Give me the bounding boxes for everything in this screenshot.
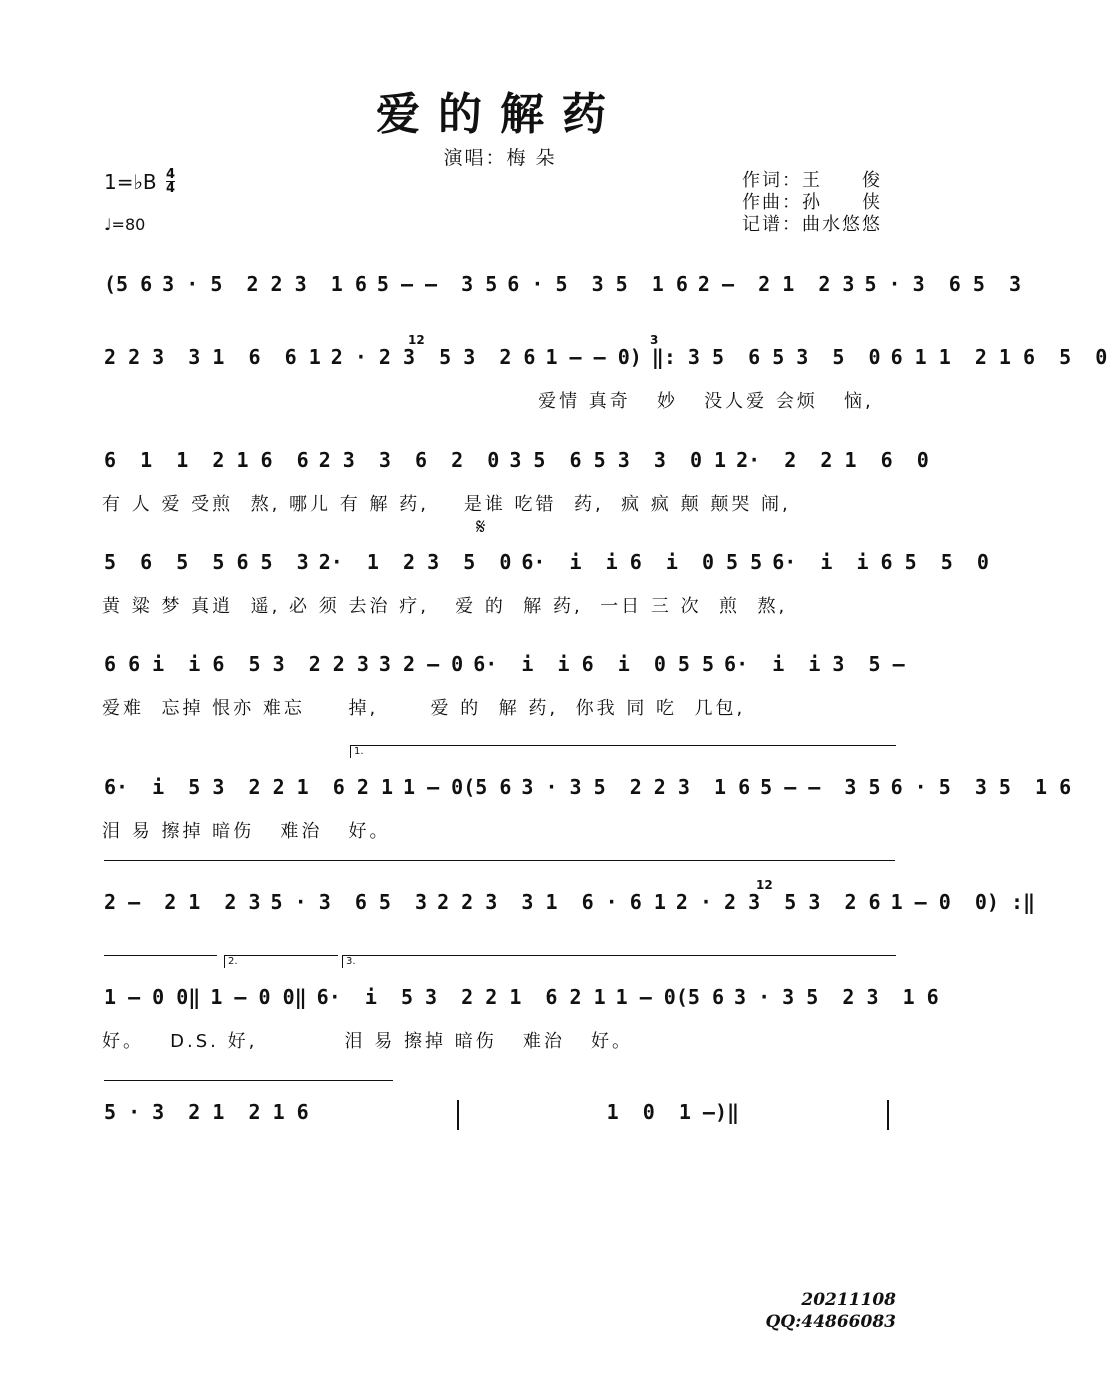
measure: 3 5 6 5 3 3 0 1 [509, 448, 727, 472]
measure: 6 · 5 3 5 1 6 [890, 775, 1072, 799]
measure: 3 · 3 5 2 3 1 6 [734, 985, 939, 1009]
volta-bracket [104, 860, 895, 873]
measure: 1 – 0(5 6 [402, 775, 512, 799]
measure: ‖: 3 5 6 5 3 5 0 [651, 345, 881, 369]
measure: 1 – 0 0‖ [210, 985, 307, 1009]
measure: 3 · 5 2 2 3 1 6 [162, 272, 367, 296]
measure: 2· 2 2 1 6 0 [736, 448, 929, 472]
lyrics-line: 爱难 忘掉 恨亦 难忘 掉, 爱 的 解 药, 你我 同 吃 几包, [102, 698, 746, 719]
measure: 6 1 1 2 1 6 5 0 [890, 345, 1107, 369]
measure: 2· 1 2 3 5 0 [318, 550, 512, 574]
lyrics-line: 泪 易 擦掉 暗伤 难治 好。 [102, 821, 391, 842]
lyrics-line: 有 人 爱 受煎 熬, 哪儿 有 解 药, 是谁 吃错 药, 疯 疯 颠 颠哭 闹, [102, 494, 791, 515]
time-signature [166, 168, 175, 195]
tempo-marking: ♩=80 [104, 215, 146, 234]
measure: 2 · 2 3 5 3 2 6 [330, 345, 536, 369]
bar-line [457, 1100, 459, 1130]
fermata-mark: 12 [408, 333, 425, 347]
score-line [104, 550, 989, 580]
measure: 6· i 5 3 2 2 1 6 2 1 [104, 775, 393, 799]
footer-qq: QQ:44866083 [765, 1312, 896, 1332]
measure: 5 – – 3 5 [376, 272, 498, 296]
footer-date: 20211108 [801, 1290, 896, 1310]
segno-sign: 𝄋 [476, 515, 486, 540]
measure: 3 · 3 5 2 2 3 1 6 [521, 775, 751, 799]
song-title: 爱的解药 [376, 89, 624, 140]
lyrics-line: 爱情 真奇 妙 没人爱 会烦 恼, [102, 391, 874, 412]
triplet-mark: 3 [650, 333, 659, 347]
measure: 2 2 3 3 1 6 6 1 [104, 345, 321, 369]
score-line [104, 272, 1022, 302]
measure: 6 6 i i 6 5 3 2 2 3 [104, 652, 369, 676]
measure: 2 2 3 3 1 6 · 6 1 [437, 890, 666, 914]
measure: 5 · 3 6 5 3 [270, 890, 428, 914]
measure: 1 – 0(5 6 [615, 985, 725, 1009]
score-line [104, 448, 929, 478]
measure: 3 2 – 0 [378, 652, 464, 676]
measure: 1 – 0 0‖ [104, 985, 201, 1009]
measure: 2 · 2 3 5 3 2 6 [675, 890, 881, 914]
measure: 1 0 1 –)‖ [606, 1100, 740, 1124]
key-signature: 1=♭B [104, 170, 157, 194]
transcriber-credit: 记谱：曲水悠悠 [742, 214, 882, 235]
measure: 1 – 0 0) :‖ [890, 890, 1036, 914]
measure: 2 3 3 6 2 0 [318, 448, 500, 472]
lyricist-credit: 作词：王 俊 [742, 170, 882, 191]
score-line [104, 652, 905, 682]
fermata-mark: 12 [756, 878, 773, 892]
measure: 6 1 1 2 1 6 6 [104, 448, 309, 472]
composer-credit: 作曲：孙 侠 [742, 192, 882, 213]
score-line [104, 345, 1107, 375]
score-line [104, 985, 939, 1015]
singer-credit: 演唱：梅 朵 [443, 147, 557, 169]
time-signature-top: 4 [166, 167, 176, 182]
measure: 5 · 3 2 1 2 1 6 [104, 1100, 309, 1124]
measure: (5 6 [104, 272, 153, 296]
measure: 6· i i 6 i 0 5 5 [521, 550, 763, 574]
measure: 5 6 5 5 6 5 3 [104, 550, 309, 574]
lyrics-line: 黄 粱 梦 真逍 遥, 必 须 去治 疗, 爱 的 解 药, 一日 三 次 煎 熬, [102, 596, 788, 617]
volta-bracket: 2. [224, 955, 338, 968]
volta-bracket: 3. [342, 955, 896, 968]
measure: 1 – – 0) [545, 345, 642, 369]
measure: 6· i i 6 i 0 5 5 [473, 652, 715, 676]
volta-bracket [104, 1080, 393, 1093]
measure: 6· i i 6 5 5 0 [772, 550, 989, 574]
lyrics-line: 好。 D.S. 好, 泪 易 擦掉 暗伤 难治 好。 [102, 1031, 634, 1052]
measure: 2 – 2 1 2 3 [104, 890, 261, 914]
volta-bracket: 1. [350, 745, 896, 758]
time-signature-bottom: 4 [166, 181, 176, 196]
score-line [104, 890, 1036, 920]
volta-bracket [104, 955, 217, 968]
measure: 6· i i 3 5 – [724, 652, 905, 676]
measure: 5 · 3 6 5 3 [864, 272, 1022, 296]
score-line [104, 1100, 894, 1130]
measure: 2 – 2 1 2 3 [697, 272, 855, 296]
score-line [104, 775, 1072, 805]
measure: 5 – – 3 5 [760, 775, 881, 799]
credits-block [742, 170, 882, 236]
measure: 6· i 5 3 2 2 1 6 2 1 [316, 985, 606, 1009]
measure: 6 · 5 3 5 1 6 [507, 272, 688, 296]
bar-line [887, 1100, 889, 1130]
